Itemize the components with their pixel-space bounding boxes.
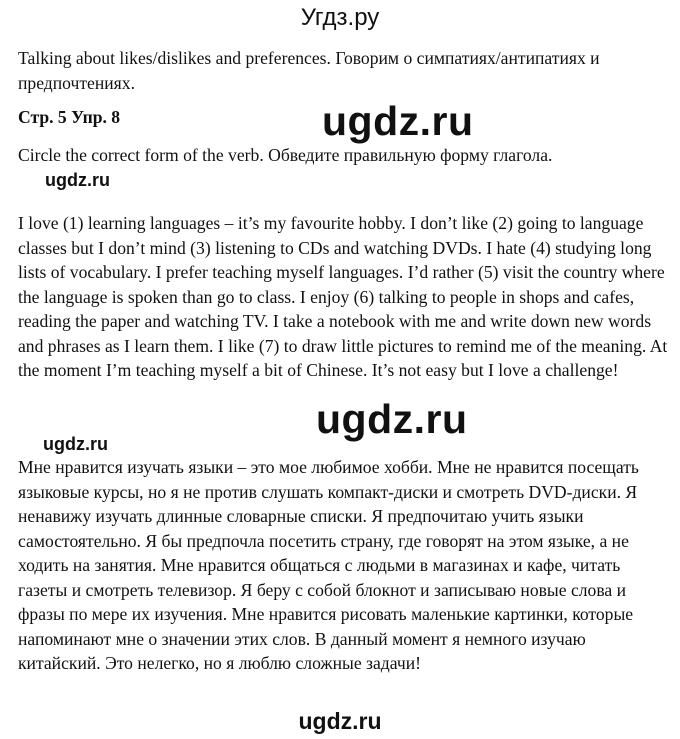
watermark-large: ugdz.ru [322,98,474,144]
site-title: Угдз.ру [300,4,380,31]
english-text: I love (1) learning languages – it’s my favourite hobby. I don’t like (2) going to language classes but I don’t mind (3) listening to CDs and watching DVDs. I hate (4) studying long lists of vocabulary. I prefer teaching myself languages. I’d rather (5) visit the country where the language is spoken than go to class. I enjoy (6) talking to people in shops and cafes, reading the paper and watching TV. I take a notebook with me and write down new words and phrases as I learn them. I like (7) to draw little pictures to remind me of the meaning. At the moment I’m teaching myself a bit of Chinese. It’s not easy but I love a challenge! [18,213,668,380]
topic-text: Talking about likes/dislikes and preferences. Говорим о симпатиях/антипатиях и предпочтениях. [18,48,600,93]
exercise-reference: Стр. 5 Упр. 8 [18,107,121,127]
watermark-small: ugdz.ru [43,434,108,454]
russian-text: Мне нравится изучать языки – это мое любимое хобби. Мне не нравится посещать языковые курсы, но я не против слушать компакт-диски и смотреть DVD-диски. Я ненавижу изучать длинные словарные списки. Я предпочитаю учить языки самостоятельно. Я бы предпочла посетить страну, где говорят на этом языке, а не ходить на занятия. Мне нравится общаться с людьми в магазинах и кафе, читать газеты и смотреть телевизор. Я беру с собой блокнот и записываю новые слова и фразы по мере их изучения. Мне нравится рисовать маленькие картинки, которые напоминают мне о значении этих слов. В данный момент я немного изучаю китайский. Это нелегко, но я люблю сложные задачи! [18,457,639,673]
footer-watermark: ugdz.ru [298,708,382,734]
watermark-small: ugdz.ru [45,170,110,190]
watermark-large: ugdz.ru [316,396,468,442]
instruction-text: Circle the correct form of the verb. Обведите правильную форму глагола. [18,145,553,165]
